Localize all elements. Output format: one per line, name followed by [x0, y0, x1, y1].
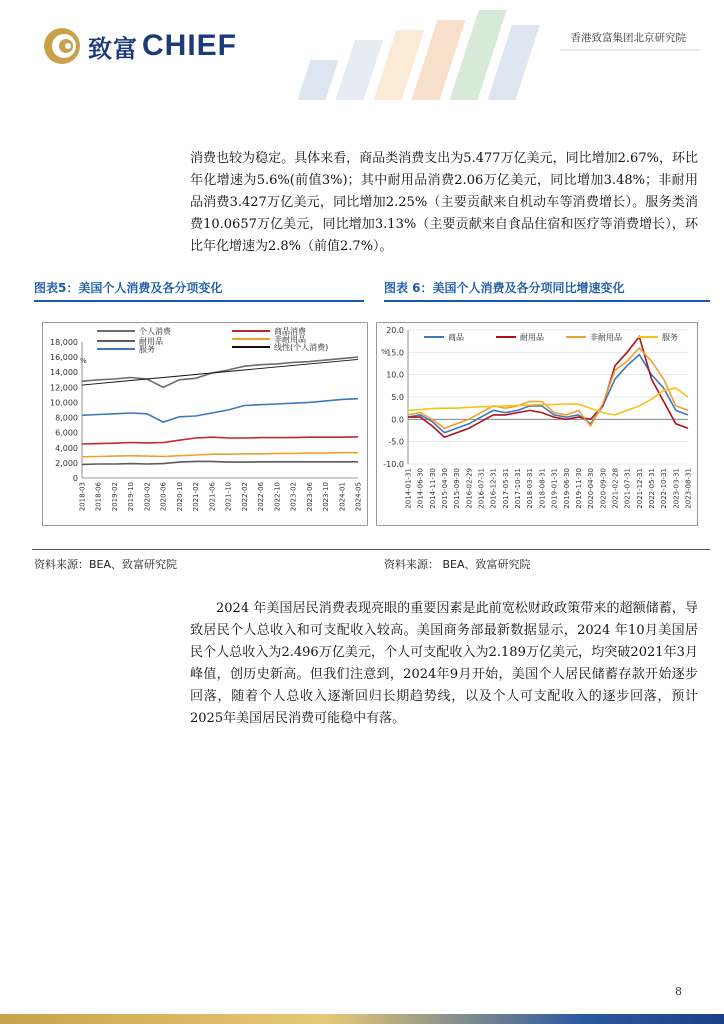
- x-tick-label: 2021-02: [192, 482, 201, 512]
- legend-label: 服务: [139, 345, 155, 354]
- x-tick-label: 2015-09-30: [453, 468, 462, 509]
- y-tick-label: 0: [72, 474, 78, 483]
- page-number: 8: [675, 985, 682, 998]
- y-tick-label: 15.0: [386, 348, 404, 358]
- x-tick-label: 2019-11-30: [574, 468, 583, 509]
- logo-english-text: CHIEF: [142, 29, 237, 62]
- y-tick-label: -10.0: [383, 460, 404, 469]
- x-tick-label: 2019-01-31: [550, 468, 559, 509]
- x-tick-label: 2023-02: [289, 482, 298, 512]
- x-tick-label: 2017-10-31: [514, 468, 523, 509]
- y-tick-label: 20.0: [386, 326, 404, 335]
- chief-logo-icon: [42, 26, 82, 66]
- y-tick-label: 10,000: [50, 398, 78, 408]
- x-tick-label: 2014-11-30: [428, 468, 437, 509]
- chart-personal-consumption: [42, 322, 368, 526]
- x-tick-label: 2021-02-28: [611, 468, 620, 509]
- x-tick-label: 2014-06-30: [416, 468, 425, 509]
- figure-5-rule: [34, 300, 364, 302]
- x-tick-label: 2023-06: [305, 482, 314, 512]
- x-tick-label: 2022-10: [273, 482, 282, 512]
- legend-label: 商品消费: [274, 327, 306, 336]
- x-tick-label: 2014-01-31: [404, 468, 413, 509]
- figure-6-title: 图表 6：美国个人消费及各分项同比增速变化: [384, 281, 625, 295]
- x-tick-label: 2018-03: [78, 482, 87, 512]
- x-tick-label: 2020-09-30: [599, 468, 608, 509]
- logo-chinese-text: 致富: [88, 34, 138, 63]
- x-tick-label: 2023-10: [322, 482, 331, 512]
- x-tick-label: 2015-04-30: [441, 468, 450, 509]
- y-tick-label: 8,000: [55, 413, 78, 423]
- chart-consumption-yoy: [376, 322, 698, 526]
- x-tick-label: 2018-03-31: [526, 468, 535, 509]
- y-tick-label: 10.0: [386, 370, 404, 380]
- y-tick-label: 4,000: [55, 443, 78, 453]
- footer-decorative-bar: [0, 1014, 724, 1024]
- y-tick-label: 5.0: [391, 393, 404, 402]
- y-tick-label: 14,000: [50, 368, 78, 378]
- figure-6-source: 资料来源： BEA、致富研究院: [384, 558, 531, 571]
- legend-label: 服务: [662, 333, 678, 342]
- x-tick-label: 2021-10: [224, 482, 233, 512]
- x-tick-label: 2022-02: [240, 482, 249, 512]
- x-tick-label: 2022-06: [257, 482, 266, 512]
- legend-label: 个人消费: [139, 327, 171, 336]
- x-tick-label: 2022-10-31: [660, 468, 669, 509]
- y-tick-label: 2,000: [55, 458, 78, 468]
- legend-label: 非耐用品: [590, 333, 622, 342]
- legend-label: 线性(个人消费): [274, 343, 329, 352]
- x-tick-label: 2023-03-31: [672, 468, 681, 509]
- y-tick-label: 18,000: [50, 338, 78, 347]
- x-tick-label: 2016-02-29: [465, 468, 474, 509]
- legend-label: 耐用品: [139, 337, 163, 346]
- x-tick-label: 2023-08-31: [684, 468, 693, 509]
- company-logo: [42, 24, 237, 68]
- y-tick-label: 16,000: [50, 353, 78, 363]
- x-tick-label: 2022-05-31: [647, 468, 656, 509]
- figure-5-title: 图表5：美国个人消费及各分项变化: [34, 281, 223, 295]
- x-tick-label: 2019-06-30: [562, 468, 571, 509]
- x-tick-label: 2019-02: [110, 482, 119, 512]
- x-tick-label: 2018-06: [94, 482, 103, 512]
- x-tick-label: 2024-05: [354, 482, 363, 512]
- x-tick-label: 2016-12-31: [489, 468, 498, 509]
- x-tick-label: 2020-06: [159, 482, 168, 512]
- institute-name: 香港致富集团北京研究院: [570, 32, 686, 44]
- x-tick-label: 2021-07-31: [623, 468, 632, 509]
- chart-frame: [43, 323, 368, 526]
- x-tick-label: 2017-05-31: [501, 468, 510, 509]
- paragraph-consumption-detail: 消费也较为稳定。具体来看，商品类消费支出为5.477万亿美元，同比增加2.67%，环比年化增速为5.6%(前值3%)；其中耐用品消费2.06万亿美元，同比增加3.48%；非耐用品消费3.427万亿美元，同比增加2.25%（主要贡献来自机动车等消费增长）。服务类消费10.0657万亿美元，同比增加3.13%（主要贡献来自食品住宿和医疗等消费增长），环比年化增速为2.8%（前值2.7%）。: [190, 151, 698, 254]
- legend-label: 商品: [448, 333, 464, 342]
- x-tick-label: 2020-04-30: [587, 468, 596, 509]
- figure-5-source: 资料来源：BEA、致富研究院: [34, 558, 178, 571]
- x-tick-label: 2021-12-31: [635, 468, 644, 509]
- figure-6-rule: [384, 300, 710, 302]
- x-tick-label: 2016-07-31: [477, 468, 486, 509]
- y-tick-label: -5.0: [388, 437, 404, 447]
- unit-label: %: [381, 348, 388, 356]
- x-tick-label: 2019-10: [127, 482, 136, 512]
- x-tick-label: 2020-02: [143, 482, 152, 512]
- x-tick-label: 2024-01: [338, 482, 347, 512]
- legend-label: 耐用品: [520, 333, 544, 342]
- y-tick-label: 12,000: [50, 383, 78, 393]
- x-tick-label: 2020-10: [175, 482, 184, 512]
- unit-label: %: [80, 357, 87, 365]
- y-tick-label: 0.0: [391, 415, 404, 425]
- paragraph-savings-outlook: 2024 年美国居民消费表现亮眼的重要因素是此前宽松财政政策带来的超额储蓄，导致居民个人总收入和可支配收入较高。美国商务部最新数据显示，2024 年10月美国居民个人总收入为2.496万亿美元，个人可支配收入为2.189万亿美元，均突破2021年3月峰值，创历史新高。但我们注意到，2024年9月开始，美国个人居民储蓄存款开始逐步回落，随着个人总收入逐渐回归长期趋势线，以及个人可支配收入的逐步回落，预计2025年美国居民消费可能稳中有落。: [190, 601, 698, 726]
- page-header: [0, 0, 724, 120]
- legend-label: 非耐用品: [274, 335, 306, 344]
- x-tick-label: 2018-08-31: [538, 468, 547, 509]
- figure-bottom-rule: [32, 549, 710, 550]
- x-tick-label: 2021-06: [208, 482, 217, 512]
- y-tick-label: 6,000: [55, 428, 78, 438]
